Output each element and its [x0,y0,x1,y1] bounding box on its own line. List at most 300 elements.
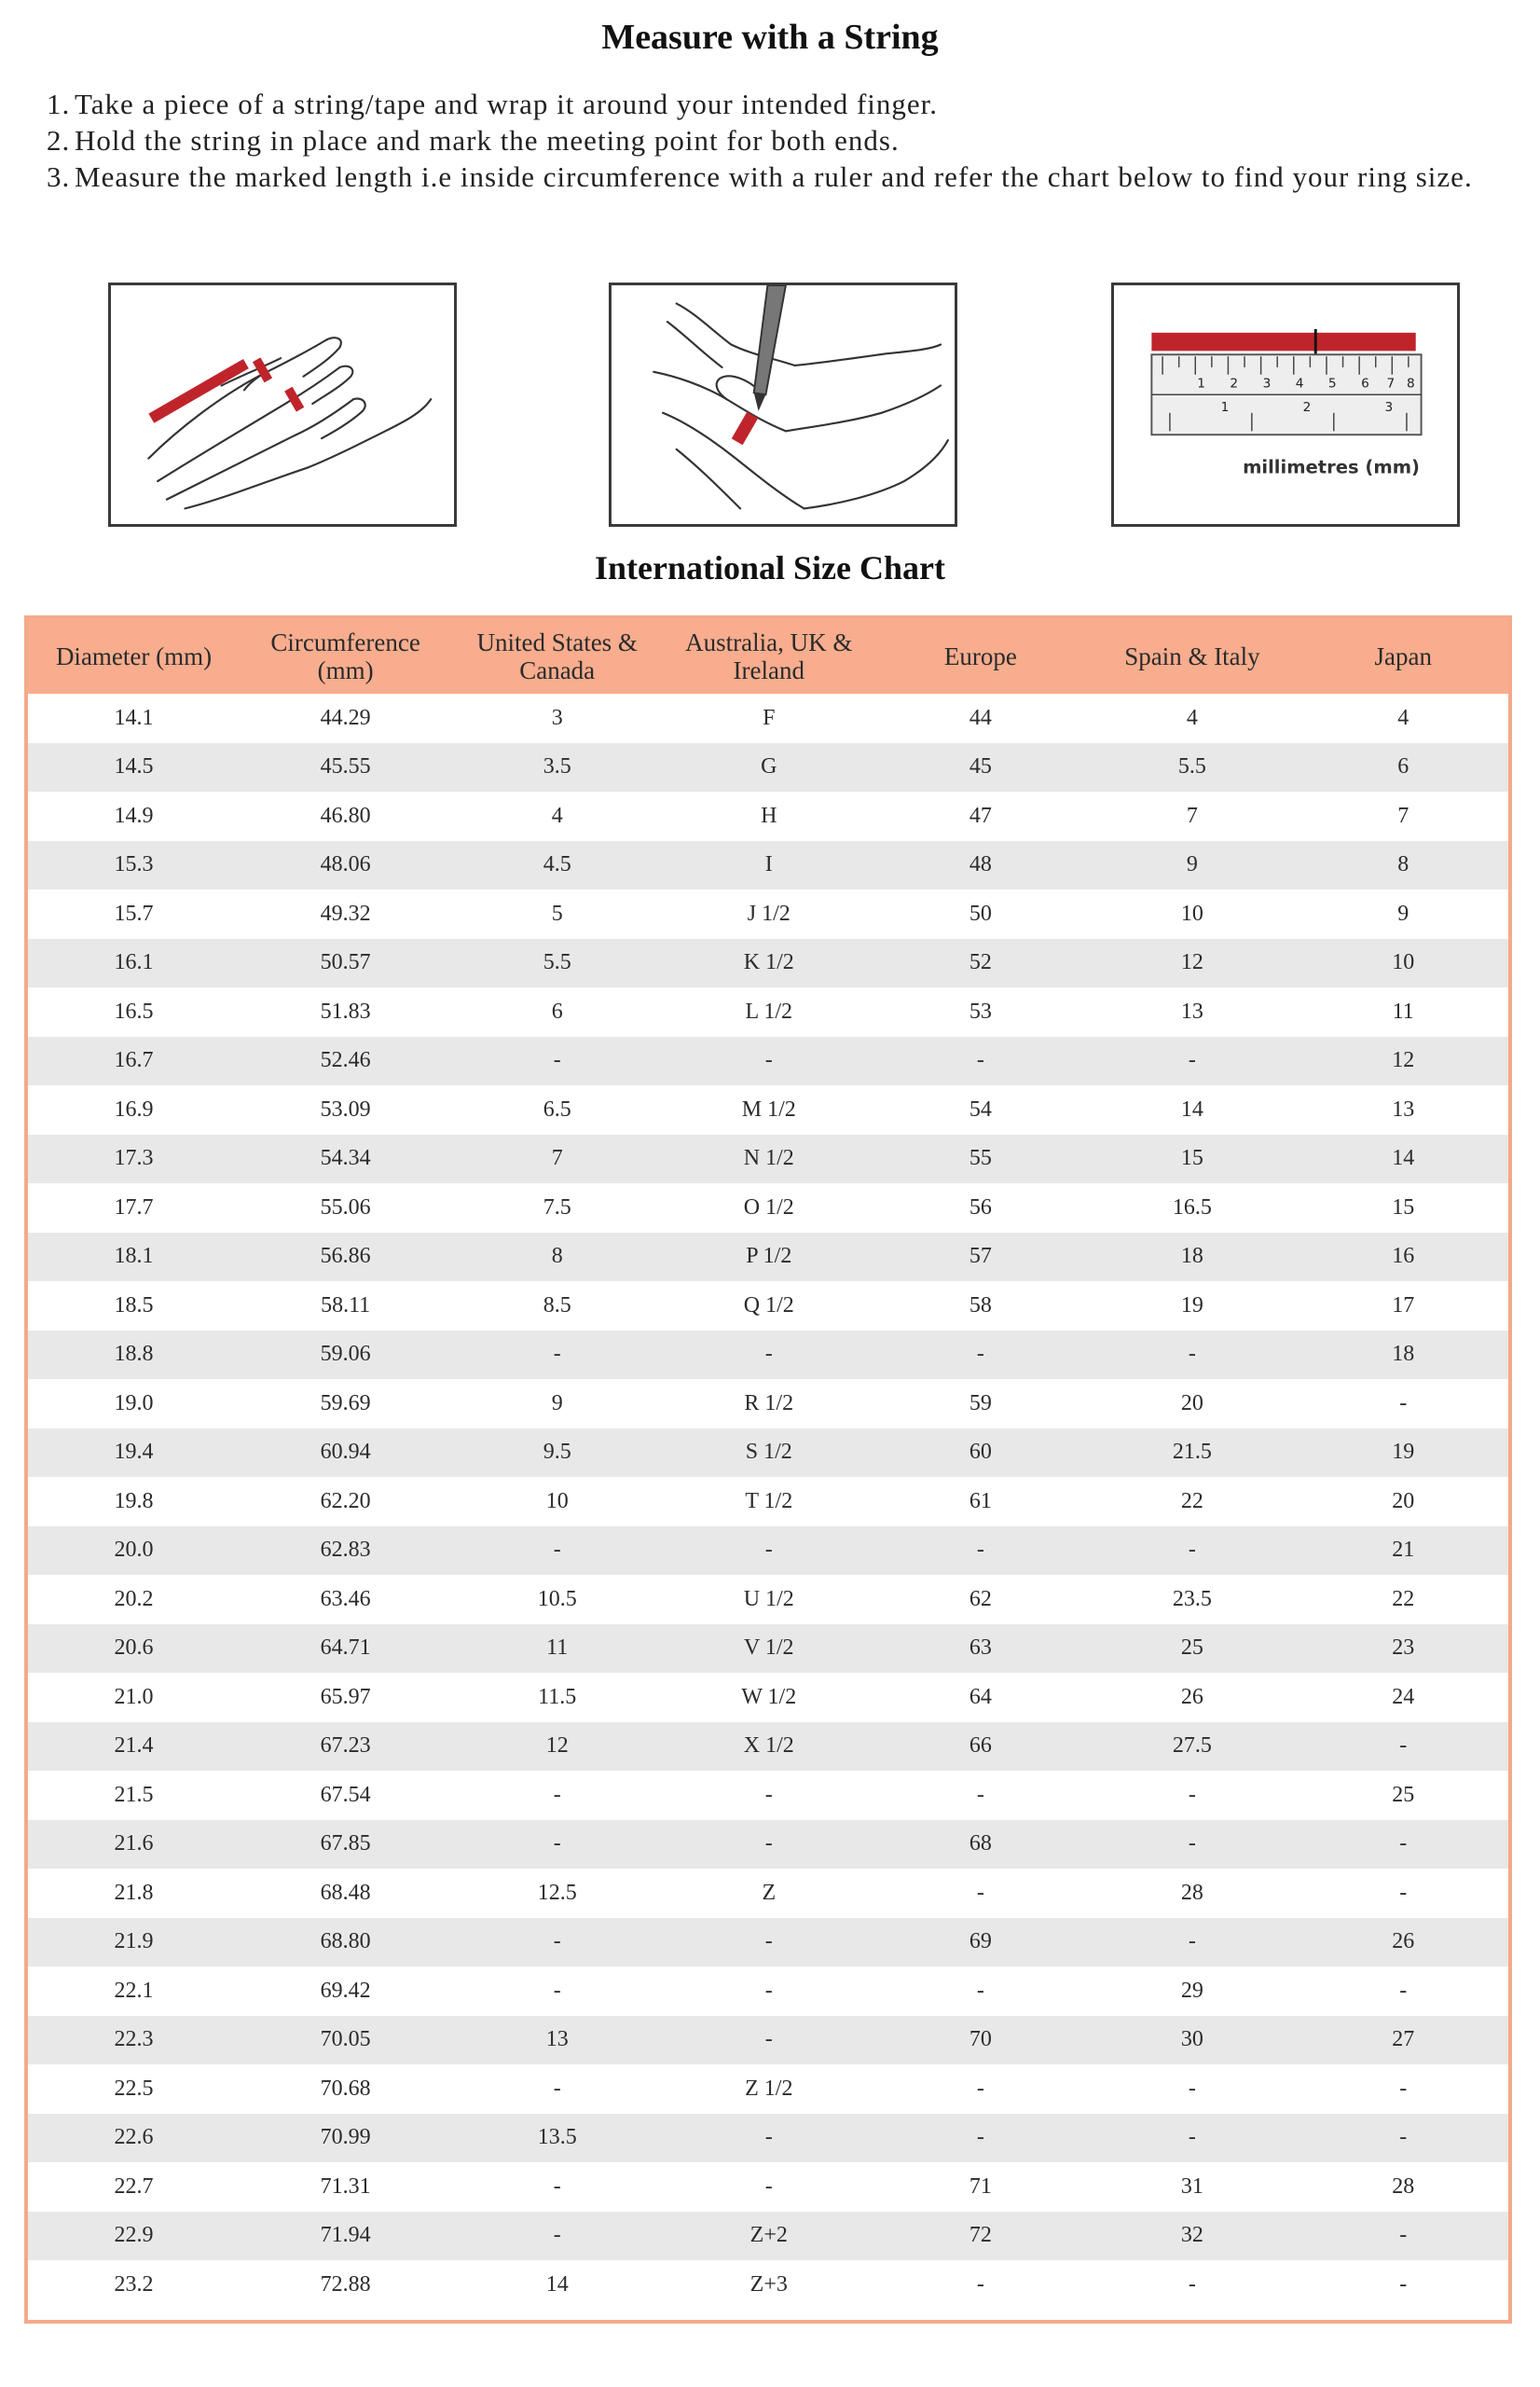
table-cell: 14 [451,2260,663,2310]
table-cell: 50.57 [240,939,451,988]
step-text: Measure the marked length i.e inside circumference with a ruler and refer the chart below to find your ring size. [75,160,1473,193]
table-cell: 52 [874,939,1086,988]
table-cell: H [663,792,874,841]
table-cell: - [874,1771,1086,1820]
column-header: Europe [874,619,1086,694]
table-cell: 72 [874,2212,1086,2261]
instruction-step [47,122,1501,159]
table-cell: - [663,1820,874,1870]
table-header-row [28,619,1508,694]
table-cell: I [663,841,874,890]
hand-wrap-icon [111,285,454,524]
table-cell: 14 [1086,1085,1298,1135]
table-cell: 58 [874,1281,1086,1331]
table-cell: - [1298,1966,1508,2016]
table-cell: 21.4 [28,1722,240,1772]
table-cell: 11 [1298,987,1508,1037]
table-cell: X 1/2 [663,1722,874,1772]
table-cell: 66 [874,1722,1086,1772]
table-row [28,2212,1508,2261]
table-cell: 23 [1298,1624,1508,1674]
ruler-illustration [1111,283,1460,527]
table-cell: 64 [874,1673,1086,1722]
table-cell: - [451,1331,663,1380]
table-cell: 68.48 [240,1869,451,1918]
table-cell: 11 [451,1624,663,1674]
table-cell: R 1/2 [663,1379,874,1428]
table-cell: 71.94 [240,2212,451,2261]
table-cell: 5 [451,890,663,939]
step-number: 3. [47,160,71,193]
table-cell: 12 [451,1722,663,1772]
table-cell: 14.1 [28,694,240,743]
table-cell: 50 [874,890,1086,939]
table-cell: 16.7 [28,1037,240,1086]
table-cell: 8.5 [451,1281,663,1331]
table-cell: 64.71 [240,1624,451,1674]
table-cell: - [1298,1722,1508,1772]
column-header: Spain & Italy [1086,619,1298,694]
column-header: Diameter (mm) [28,619,240,694]
table-cell: - [1086,1526,1298,1576]
table-cell: 25 [1298,1771,1508,1820]
table-cell: 62.20 [240,1477,451,1526]
table-cell: - [874,1037,1086,1086]
table-cell: 4.5 [451,841,663,890]
table-cell: - [451,2162,663,2212]
table-cell: - [663,1037,874,1086]
table-cell: 70.05 [240,2016,451,2065]
ruler-number: 5 [1327,376,1337,392]
table-cell: 25 [1086,1624,1298,1674]
table-cell: 8 [1298,841,1508,890]
table-cell: - [451,2064,663,2114]
table-cell: 7 [1086,792,1298,841]
table-cell: 26 [1298,1918,1508,1967]
table-cell: - [663,2114,874,2163]
ruler-number: 7 [1386,376,1396,392]
ruler-number: 3 [1384,399,1394,415]
table-row [28,939,1508,988]
table-cell: Z 1/2 [663,2064,874,2114]
table-cell: Z+2 [663,2212,874,2261]
table-row [28,1918,1508,1967]
mark-string-illustration [609,283,957,527]
table-cell: 21.5 [28,1771,240,1820]
table-cell: 68 [874,1820,1086,1870]
table-cell: 30 [1086,2016,1298,2065]
table-cell: 67.54 [240,1771,451,1820]
table-cell: M 1/2 [663,1085,874,1135]
table-cell: 18.5 [28,1281,240,1331]
table-cell: O 1/2 [663,1183,874,1233]
ruler-unit-label: millimetres (mm) [1243,456,1421,478]
table-cell: 54 [874,1085,1086,1135]
table-cell: S 1/2 [663,1428,874,1478]
table-cell: 69.42 [240,1966,451,2016]
table-cell: 16.9 [28,1085,240,1135]
table-row [28,694,1508,743]
instruction-step [47,159,1501,195]
table-cell: J 1/2 [663,890,874,939]
table-cell: 45 [874,743,1086,793]
table-row [28,1722,1508,1772]
table-row [28,792,1508,841]
table-cell: - [663,1331,874,1380]
table-cell: 44.29 [240,694,451,743]
table-cell: 16.5 [28,987,240,1037]
table-cell: - [1298,1820,1508,1870]
table-row [28,2260,1508,2310]
table-cell: 15 [1086,1135,1298,1184]
table-cell: 6 [451,987,663,1037]
table-cell: - [451,1526,663,1576]
table-cell: 17 [1298,1281,1508,1331]
table-cell: 8 [451,1233,663,1282]
step-number: 1. [47,88,71,120]
table-cell: 61 [874,1477,1086,1526]
table-cell: 13 [1298,1085,1508,1135]
table-cell: 22.1 [28,1966,240,2016]
table-cell: 22 [1086,1477,1298,1526]
table-cell: 56 [874,1183,1086,1233]
table-row [28,987,1508,1037]
table-cell: 55.06 [240,1183,451,1233]
table-cell: - [874,2064,1086,2114]
table-cell: 10 [451,1477,663,1526]
table-cell: 62.83 [240,1526,451,1576]
table-cell: 20 [1298,1477,1508,1526]
table-cell: 4 [1298,694,1508,743]
table-cell: 70.68 [240,2064,451,2114]
table-cell: 27.5 [1086,1722,1298,1772]
table-cell: 10.5 [451,1575,663,1624]
table-cell: 10 [1086,890,1298,939]
table-cell: T 1/2 [663,1477,874,1526]
table-row [28,1037,1508,1086]
table-cell: 15 [1298,1183,1508,1233]
table-cell: - [451,1918,663,1967]
table-cell: 49.32 [240,890,451,939]
table-cell: 52.46 [240,1037,451,1086]
table-cell: 12.5 [451,1869,663,1918]
table-cell: 58.11 [240,1281,451,1331]
table-cell: 71.31 [240,2162,451,2212]
column-header: Circumference (mm) [240,619,451,694]
table-cell: 59.69 [240,1379,451,1428]
table-cell: - [1086,2114,1298,2163]
table-cell: 19.4 [28,1428,240,1478]
table-cell: 62 [874,1575,1086,1624]
table-cell: 9 [1298,890,1508,939]
table-cell: - [451,1966,663,2016]
table-cell: 54.34 [240,1135,451,1184]
table-row [28,2064,1508,2114]
measured-string [1151,333,1415,352]
table-cell: 10 [1298,939,1508,988]
ruler-number: 2 [1302,399,1312,415]
step-text: Take a piece of a string/tape and wrap it around your intended finger. [75,88,939,120]
table-cell: 7.5 [451,1183,663,1233]
table-cell: 67.85 [240,1820,451,1870]
table-cell: 4 [1086,694,1298,743]
table-cell: - [1086,1918,1298,1967]
table-cell: 13.5 [451,2114,663,2163]
table-cell: - [663,1966,874,2016]
table-cell: 63.46 [240,1575,451,1624]
table-cell: 19.0 [28,1379,240,1428]
table-cell: 3 [451,694,663,743]
table-cell: 22.3 [28,2016,240,2065]
table-cell: 21.6 [28,1820,240,1870]
table-cell: - [874,2260,1086,2310]
table-cell: 47 [874,792,1086,841]
table-cell: 67.23 [240,1722,451,1772]
table-cell: 5.5 [1086,743,1298,793]
table-cell: - [663,2016,874,2065]
table-cell: 57 [874,1233,1086,1282]
ruler-number: 3 [1262,376,1272,392]
table-cell: - [663,1526,874,1576]
table-row [28,1624,1508,1674]
table-cell: 20.6 [28,1624,240,1674]
table-cell: 13 [451,2016,663,2065]
table-row [28,1281,1508,1331]
column-header: United States & Canada [451,619,663,694]
table-cell: 15.7 [28,890,240,939]
table-row [28,2016,1508,2065]
table-cell: 17.3 [28,1135,240,1184]
column-header: Japan [1298,619,1508,694]
ruler-number: 8 [1406,376,1415,392]
table-cell: 16 [1298,1233,1508,1282]
table-row [28,1428,1508,1478]
table-cell: 46.80 [240,792,451,841]
table-cell: Z [663,1869,874,1918]
table-cell: 59 [874,1379,1086,1428]
table-cell: 29 [1086,1966,1298,2016]
table-cell: - [1086,2064,1298,2114]
table-cell: - [1086,1771,1298,1820]
table-cell: 22.7 [28,2162,240,2212]
table-cell: - [1298,2064,1508,2114]
table-cell: - [874,1966,1086,2016]
table-cell: 22.6 [28,2114,240,2163]
table-cell: 4 [451,792,663,841]
table-cell: 24 [1298,1673,1508,1722]
table-row [28,1771,1508,1820]
table-cell: 71 [874,2162,1086,2212]
size-chart-title: International Size Chart [595,549,945,586]
instructions-list [47,86,1501,195]
table-cell: 70.99 [240,2114,451,2163]
table-row [28,1477,1508,1526]
table-cell: 48.06 [240,841,451,890]
table-cell: 59.06 [240,1331,451,1380]
table-cell: 9.5 [451,1428,663,1478]
table-cell: 6.5 [451,1085,663,1135]
table-row [28,1183,1508,1233]
table-cell: - [1086,1820,1298,1870]
step-number: 2. [47,124,71,157]
table-row [28,2114,1508,2163]
table-cell: - [1298,2260,1508,2310]
table-cell: 28 [1298,2162,1508,2212]
table-row [28,1233,1508,1282]
ruler-number: 4 [1295,376,1304,392]
table-row [28,1673,1508,1722]
table-cell: 22.5 [28,2064,240,2114]
table-row [28,1379,1508,1428]
table-cell: 19 [1086,1281,1298,1331]
table-row [28,1966,1508,2016]
table-cell: 63 [874,1624,1086,1674]
table-cell: 45.55 [240,743,451,793]
table-cell: 16.5 [1086,1183,1298,1233]
table-cell: 55 [874,1135,1086,1184]
table-row [28,1820,1508,1870]
table-row [28,1085,1508,1135]
table-row [28,743,1508,793]
table-cell: 21.8 [28,1869,240,1918]
size-chart-table [24,615,1512,2324]
table-cell: 18.1 [28,1233,240,1282]
table-cell: 65.97 [240,1673,451,1722]
table-cell: 48 [874,841,1086,890]
table-row [28,1526,1508,1576]
table-cell: 60.94 [240,1428,451,1478]
table-cell: - [451,1771,663,1820]
table-cell: 3.5 [451,743,663,793]
table-cell: 6 [1298,743,1508,793]
step-text: Hold the string in place and mark the meeting point for both ends. [75,124,900,157]
table-cell: Q 1/2 [663,1281,874,1331]
table-cell: - [1086,2260,1298,2310]
table-cell: 14.5 [28,743,240,793]
table-cell: 19 [1298,1428,1508,1478]
table-cell: - [451,1037,663,1086]
table-cell: 14 [1298,1135,1508,1184]
instruction-step [47,86,1501,122]
table-cell: 60 [874,1428,1086,1478]
table-cell: 9 [1086,841,1298,890]
table-cell: G [663,743,874,793]
table-cell: 20.2 [28,1575,240,1624]
table-cell: 9 [451,1379,663,1428]
table-cell: - [1086,1037,1298,1086]
table-cell: 70 [874,2016,1086,2065]
table-cell: 31 [1086,2162,1298,2212]
table-cell: 21.0 [28,1673,240,1722]
table-cell: V 1/2 [663,1624,874,1674]
table-cell: 12 [1298,1037,1508,1086]
table-cell: Z+3 [663,2260,874,2310]
table-cell: 18 [1298,1331,1508,1380]
table-cell: - [663,2162,874,2212]
table-cell: - [1298,2114,1508,2163]
table-cell: 17.7 [28,1183,240,1233]
table-cell: 53.09 [240,1085,451,1135]
table-cell: 20 [1086,1379,1298,1428]
table-cell: - [663,1918,874,1967]
table-cell: 22.9 [28,2212,240,2261]
page-title: Measure with a String [601,18,939,57]
column-header: Australia, UK & Ireland [663,619,874,694]
table-cell: K 1/2 [663,939,874,988]
table-cell: 44 [874,694,1086,743]
table-cell: 18.8 [28,1331,240,1380]
table-cell: 56.86 [240,1233,451,1282]
table-cell: 15.3 [28,841,240,890]
table-cell: - [451,1820,663,1870]
table-cell: P 1/2 [663,1233,874,1282]
table-row [28,1575,1508,1624]
table-cell: - [663,1771,874,1820]
table-cell: U 1/2 [663,1575,874,1624]
table-cell: 23.2 [28,2260,240,2310]
table-cell: W 1/2 [663,1673,874,1722]
table-cell: - [1298,1379,1508,1428]
table-cell: 21 [1298,1526,1508,1576]
table-cell: 27 [1298,2016,1508,2065]
table-cell: F [663,694,874,743]
table-cell: L 1/2 [663,987,874,1037]
table-row [28,2162,1508,2212]
table-cell: 32 [1086,2212,1298,2261]
table-cell: N 1/2 [663,1135,874,1184]
table-cell: 72.88 [240,2260,451,2310]
table-row [28,890,1508,939]
ruler-number: 6 [1361,376,1369,392]
table-cell: 20.0 [28,1526,240,1576]
table-cell: 7 [1298,792,1508,841]
table-cell: - [874,2114,1086,2163]
table-cell: 19.8 [28,1477,240,1526]
table-cell: 5.5 [451,939,663,988]
table-cell: 21.5 [1086,1428,1298,1478]
table-cell: 16.1 [28,939,240,988]
ruler-number: 1 [1197,376,1205,392]
ruler-icon [1114,285,1457,524]
table-cell: 53 [874,987,1086,1037]
pen-marking-icon [612,285,955,524]
ruler-number: 1 [1220,399,1230,415]
table-cell: 7 [451,1135,663,1184]
table-cell: 69 [874,1918,1086,1967]
table-cell: - [874,1869,1086,1918]
table-cell: 23.5 [1086,1575,1298,1624]
table-cell: - [874,1526,1086,1576]
wrap-string-illustration [108,283,457,527]
table-cell: 11.5 [451,1673,663,1722]
table-row [28,841,1508,890]
table-cell: 51.83 [240,987,451,1037]
table-cell: - [1298,2212,1508,2261]
table-cell: 12 [1086,939,1298,988]
table-row [28,1869,1508,1918]
table-cell: - [1298,1869,1508,1918]
table-cell: 21.9 [28,1918,240,1967]
table-cell: 13 [1086,987,1298,1037]
table-cell: 22 [1298,1575,1508,1624]
table-row [28,1331,1508,1380]
table-cell: 28 [1086,1869,1298,1918]
table-row [28,1135,1508,1184]
table-cell: 14.9 [28,792,240,841]
table-cell: 26 [1086,1673,1298,1722]
table-cell: 68.80 [240,1918,451,1967]
table-cell: 18 [1086,1233,1298,1282]
